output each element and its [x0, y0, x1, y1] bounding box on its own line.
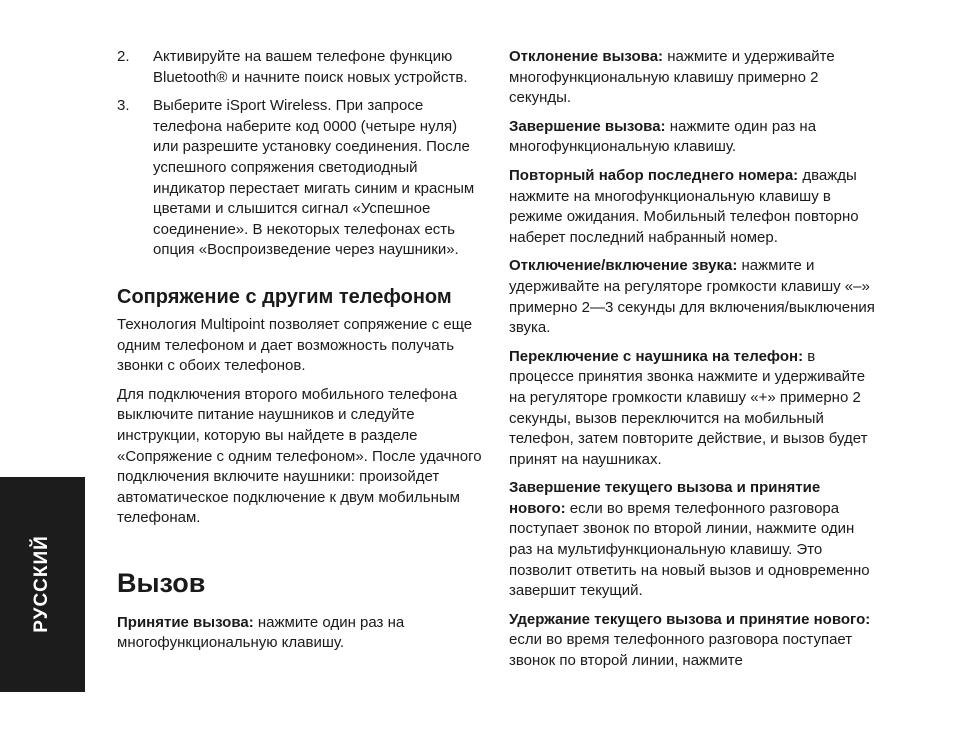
end-and-accept-text: если во время телефонного разговора поступает звонок по второй линии, нажмите один раз на мультифункциональную клавишу. Это позволит ответить на новый вызов и одновременно завершит текущий. — [509, 499, 870, 600]
transfer-text: в процессе принятия звонка нажмите и удерживайте на регуляторе громкости клавишу «+» примерно 2 секунды, вызов переключится на мобильный телефон, затем повторите действие, и вызов будет принят на наушниках. — [509, 347, 868, 468]
list-item-text: Выберите iSport Wireless. При запросе телефона наберите код 0000 (четыре нуля) или разрешите установку соединения. После успешного сопряжения светодиодный индикатор перестает мигать синим и красным цветами и слышится сигнал «Успешное соединение». В некоторых телефонах есть опция «Воспроизведение через наушники». — [153, 97, 475, 259]
reject-call-paragraph — [509, 47, 877, 109]
hold-and-accept-label: Удержание текущего вызова и принятие нового: — [509, 610, 871, 628]
call-heading: Вызов — [117, 567, 206, 598]
redial-paragraph — [509, 166, 877, 248]
pairing-paragraph-2: Для подключения второго мобильного телефона выключите питание наушников и следуйте инструкции, которую вы найдете в разделе «Сопряжение с одним телефоном». После удачного подключения включите наушники: произойдет автоматическое подключение к двум мобильным телефонам. — [117, 385, 482, 527]
accept-call-label: Принятие вызова: — [117, 613, 254, 631]
accept-call-text: нажмите один раз на многофункциональную клавишу. — [117, 613, 405, 652]
hold-and-accept-text: если во время телефонного разговора поступает звонок по второй линии, нажмите — [509, 631, 853, 670]
redial-text: дважды нажмите на многофункциональную клавишу в режиме ожидания. Мобильный телефон повторно наберет последний набранный номер. — [509, 166, 859, 246]
mute-label: Отключение/включение звука: — [509, 257, 738, 275]
end-and-accept-label: Завершение текущего вызова и принятие нового: — [509, 479, 821, 517]
reject-call-text: нажмите и удерживайте многофункциональную клавишу примерно 2 секунды. — [509, 48, 835, 107]
reject-call-label: Отклонение вызова: — [509, 48, 664, 65]
language-tab-label: РУССКИЙ — [31, 535, 52, 633]
redial-label: Повторный набор последнего номера: — [509, 166, 799, 184]
pairing-heading: Сопряжение с другим телефоном — [117, 285, 452, 308]
list-item-text: Активируйте на вашем телефоне функцию Bluetooth® и начните поиск новых устройств. — [153, 48, 468, 86]
mute-paragraph — [509, 256, 877, 338]
list-item-number: 3. — [117, 97, 130, 115]
left-column — [117, 47, 482, 662]
right-column — [509, 47, 877, 680]
list-item — [117, 47, 482, 88]
pairing-paragraph-1: Технология Multipoint позволяет сопряжение с еще одним телефоном и дает возможность получать звонки с обоих телефонов. — [117, 315, 473, 375]
list-item — [117, 96, 482, 261]
list-item-number: 2. — [117, 48, 130, 65]
end-call-paragraph — [509, 117, 877, 158]
transfer-label: Переключение с наушника на телефон: — [509, 347, 804, 365]
end-call-label: Завершение вызова: — [509, 117, 666, 135]
end-and-accept-paragraph — [509, 478, 877, 602]
hold-and-accept-paragraph — [509, 610, 877, 672]
accept-call-paragraph — [117, 613, 482, 654]
end-call-text: нажмите один раз на многофункциональную клавишу. — [509, 117, 817, 156]
mute-text: нажмите и удерживайте на регуляторе громкости клавишу «–» примерно 2—3 секунды для включения/выключения звука. — [509, 257, 875, 337]
transfer-paragraph — [509, 347, 877, 471]
